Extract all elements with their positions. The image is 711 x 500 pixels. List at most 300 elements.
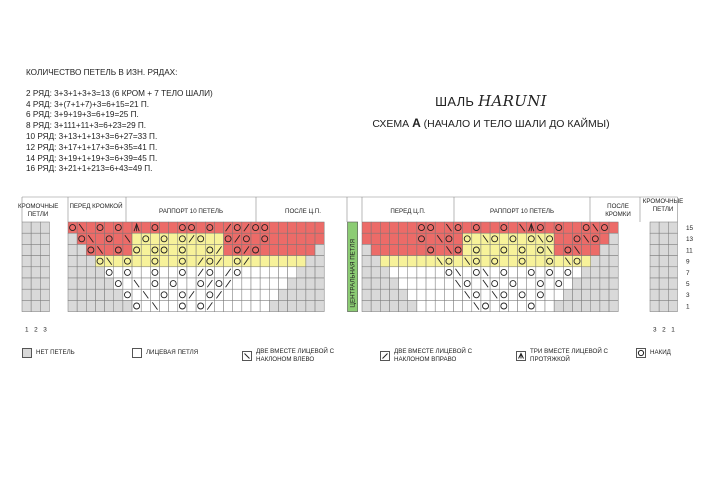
right-half-cell: [380, 233, 389, 244]
left-half-cell: [68, 289, 77, 300]
right-half-cell: [417, 267, 426, 278]
legend-item-k3tog: [516, 348, 626, 363]
right-half-cell: [600, 244, 609, 255]
edge-left-cell: [40, 278, 49, 289]
left-half-cell: [269, 300, 278, 311]
right-half-cell: [499, 256, 508, 267]
edge-left-cell: [40, 233, 49, 244]
right-half-cell: [472, 233, 481, 244]
right-half-cell: [545, 278, 554, 289]
edge-number-left: 2: [34, 326, 38, 334]
left-half-cell: [105, 289, 114, 300]
row-count-line: 6 РЯД: 3+9+19+3=6+19=25 П.: [26, 110, 139, 120]
label-repeat-right: РАППОРТ 10 ПЕТЕЛЬ: [489, 208, 555, 215]
right-half-cell: [563, 289, 572, 300]
right-half-cell: [408, 289, 417, 300]
right-half-cell: [609, 278, 618, 289]
left-half-cell: [141, 244, 150, 255]
left-half-cell: [306, 300, 315, 311]
edge-right-cell: [659, 244, 668, 255]
edge-right-cell: [659, 289, 668, 300]
left-half-cell: [196, 222, 205, 233]
left-half-cell: [105, 300, 114, 311]
right-half-cell: [454, 289, 463, 300]
left-half-cell: [196, 244, 205, 255]
left-half-cell: [278, 278, 287, 289]
edge-right-cell: [668, 233, 677, 244]
row-number: 5: [686, 281, 690, 288]
left-half-cell: [160, 300, 169, 311]
left-half-cell: [288, 267, 297, 278]
legend-item-k2tog-right: [380, 348, 498, 363]
left-half-cell: [141, 267, 150, 278]
left-half-cell: [297, 267, 306, 278]
right-half-cell: [435, 267, 444, 278]
left-half-cell: [114, 256, 123, 267]
left-half-cell: [306, 267, 315, 278]
right-half-cell: [362, 278, 371, 289]
left-half-cell: [132, 256, 141, 267]
left-half-cell: [160, 267, 169, 278]
left-half-cell: [297, 233, 306, 244]
left-half-cell: [278, 289, 287, 300]
right-half-cell: [508, 289, 517, 300]
edge-left-cell: [31, 244, 40, 255]
left-half-cell: [141, 256, 150, 267]
right-half-cell: [362, 222, 371, 233]
edge-left-cell: [31, 300, 40, 311]
right-half-cell: [399, 233, 408, 244]
left-half-cell: [105, 278, 114, 289]
left-half-cell: [269, 256, 278, 267]
center-stitch-label: ЦЕНТРАЛЬНАЯ ПЕТЛЯ: [349, 239, 357, 308]
edge-left-cell: [22, 300, 31, 311]
left-half-cell: [105, 244, 114, 255]
right-half-cell: [408, 222, 417, 233]
row-count-line: 10 РЯД: 3+13+1+13+3=6+27=33 П.: [26, 131, 158, 141]
left-half-cell: [105, 222, 114, 233]
row-number: 13: [686, 236, 694, 244]
edge-left-cell: [22, 267, 31, 278]
right-half-cell: [454, 233, 463, 244]
right-half-cell: [426, 233, 435, 244]
left-half-cell: [150, 233, 159, 244]
edge-left-cell: [22, 256, 31, 267]
label-after-center: ПОСЛЕ Ц.П.: [285, 208, 321, 215]
right-half-cell: [563, 222, 572, 233]
left-half-cell: [214, 233, 223, 244]
left-half-cell: [123, 244, 132, 255]
left-half-cell: [233, 300, 242, 311]
row-number: 9: [686, 258, 690, 266]
left-half-cell: [187, 267, 196, 278]
right-half-cell: [399, 278, 408, 289]
left-half-cell: [114, 233, 123, 244]
row-number: 7: [686, 269, 690, 277]
right-half-cell: [481, 256, 490, 267]
edge-right-cell: [668, 278, 677, 289]
left-half-cell: [169, 256, 178, 267]
right-half-cell: [591, 244, 600, 255]
legend-label: ДВЕ ВМЕСТЕ ЛИЦЕВОЙ С НАКЛОНОМ ВПРАВО: [394, 348, 473, 363]
left-half-cell: [214, 222, 223, 233]
left-half-cell: [86, 222, 95, 233]
right-half-cell: [472, 278, 481, 289]
right-half-cell: [554, 289, 563, 300]
right-half-cell: [454, 256, 463, 267]
left-half-cell: [233, 289, 242, 300]
right-half-cell: [545, 289, 554, 300]
left-half-cell: [95, 267, 104, 278]
scheme-prefix: СХЕМА: [372, 118, 413, 130]
left-half-cell: [315, 222, 324, 233]
right-half-cell: [527, 289, 536, 300]
left-half-cell: [260, 267, 269, 278]
left-half-cell: [77, 278, 86, 289]
right-half-cell: [362, 244, 371, 255]
right-half-cell: [417, 300, 426, 311]
right-half-cell: [408, 256, 417, 267]
right-half-cell: [362, 289, 371, 300]
right-half-cell: [417, 256, 426, 267]
left-half-cell: [77, 267, 86, 278]
edge-left-cell: [40, 289, 49, 300]
left-half-cell: [297, 222, 306, 233]
row-counts-heading: КОЛИЧЕСТВО ПЕТЕЛЬ В ИЗН. РЯДАХ:: [26, 68, 178, 77]
left-half-cell: [224, 244, 233, 255]
legend: [22, 348, 692, 372]
right-half-cell: [380, 267, 389, 278]
legend-label: ДВЕ ВМЕСТЕ ЛИЦЕВОЙ С НАКЛОНОМ ВЛЕВО: [256, 348, 335, 363]
right-half-cell: [518, 278, 527, 289]
edge-right-cell: [659, 222, 668, 233]
right-half-cell: [600, 300, 609, 311]
left-half-cell: [160, 256, 169, 267]
left-half-cell: [297, 244, 306, 255]
edge-right-cell: [659, 267, 668, 278]
left-half-cell: [178, 278, 187, 289]
left-half-cell: [278, 233, 287, 244]
left-half-cell: [251, 256, 260, 267]
left-half-cell: [260, 289, 269, 300]
right-half-cell: [380, 222, 389, 233]
right-half-cell: [518, 300, 527, 311]
left-half-cell: [187, 300, 196, 311]
scheme-letter: А: [412, 116, 421, 130]
left-half-cell: [306, 222, 315, 233]
edge-left-cell: [22, 233, 31, 244]
legend-label: ЛИЦЕВАЯ ПЕТЛЯ: [146, 349, 199, 357]
right-half-cell: [572, 278, 581, 289]
left-half-cell: [68, 244, 77, 255]
right-half-cell: [435, 244, 444, 255]
right-half-cell: [389, 244, 398, 255]
row-number: 11: [686, 247, 693, 255]
right-half-cell: [417, 289, 426, 300]
right-half-cell: [389, 222, 398, 233]
right-half-cell: [545, 300, 554, 311]
right-half-cell: [527, 278, 536, 289]
left-half-cell: [77, 289, 86, 300]
right-half-cell: [527, 256, 536, 267]
right-half-cell: [399, 244, 408, 255]
left-half-cell: [114, 289, 123, 300]
edge-right-cell: [650, 267, 659, 278]
right-half-cell: [490, 267, 499, 278]
left-half-cell: [251, 300, 260, 311]
right-half-cell: [463, 222, 472, 233]
right-half-cell: [582, 256, 591, 267]
right-half-cell: [600, 278, 609, 289]
right-half-cell: [417, 244, 426, 255]
edge-left-cell: [31, 289, 40, 300]
right-half-cell: [609, 233, 618, 244]
right-half-cell: [399, 256, 408, 267]
left-half-cell: [242, 267, 251, 278]
legend-item-no-stitch: [22, 348, 75, 358]
left-half-cell: [132, 267, 141, 278]
left-half-cell: [169, 222, 178, 233]
left-half-cell: [315, 289, 324, 300]
left-half-cell: [315, 300, 324, 311]
right-half-cell: [426, 278, 435, 289]
right-half-cell: [554, 300, 563, 311]
right-half-cell: [591, 289, 600, 300]
label-after-edge: ПОСЛЕ КРОМКИ: [605, 203, 631, 218]
right-half-cell: [389, 267, 398, 278]
left-half-cell: [86, 256, 95, 267]
edge-right-cell: [668, 267, 677, 278]
right-half-cell: [426, 300, 435, 311]
right-half-cell: [600, 256, 609, 267]
right-half-cell: [463, 244, 472, 255]
right-half-cell: [389, 278, 398, 289]
right-half-cell: [490, 300, 499, 311]
left-half-cell: [288, 222, 297, 233]
left-half-cell: [214, 300, 223, 311]
right-half-cell: [582, 278, 591, 289]
edge-right-cell: [650, 300, 659, 311]
right-half-cell: [389, 256, 398, 267]
right-half-cell: [481, 289, 490, 300]
edge-left-cell: [22, 278, 31, 289]
right-half-cell: [609, 222, 618, 233]
row-count-line: 14 РЯД: 3+19+1+19+3=6+39=45 П.: [26, 153, 158, 163]
edge-right-cell: [650, 233, 659, 244]
left-half-cell: [306, 289, 315, 300]
legend-label: НАКИД: [650, 349, 671, 357]
left-half-cell: [150, 289, 159, 300]
left-half-cell: [224, 289, 233, 300]
row-number: 15: [686, 225, 694, 232]
right-half-cell: [417, 278, 426, 289]
right-half-cell: [380, 244, 389, 255]
left-half-cell: [132, 289, 141, 300]
right-half-cell: [499, 278, 508, 289]
right-half-cell: [389, 233, 398, 244]
left-half-cell: [95, 233, 104, 244]
left-half-cell: [269, 278, 278, 289]
left-half-cell: [114, 300, 123, 311]
title-prefix: ШАЛЬ: [435, 94, 479, 109]
left-half-cell: [187, 244, 196, 255]
left-half-cell: [260, 256, 269, 267]
left-half-cell: [315, 256, 324, 267]
right-half-cell: [435, 289, 444, 300]
left-half-cell: [169, 267, 178, 278]
right-half-cell: [380, 256, 389, 267]
right-half-cell: [444, 300, 453, 311]
right-half-cell: [609, 289, 618, 300]
right-half-cell: [426, 256, 435, 267]
edge-left-cell: [31, 233, 40, 244]
right-half-cell: [591, 267, 600, 278]
right-half-cell: [572, 289, 581, 300]
right-half-cell: [362, 256, 371, 267]
left-half-cell: [269, 267, 278, 278]
right-half-cell: [380, 300, 389, 311]
legend-label: НЕТ ПЕТЕЛЬ: [36, 349, 75, 357]
left-half-cell: [251, 278, 260, 289]
left-half-cell: [187, 278, 196, 289]
left-half-cell: [95, 300, 104, 311]
label-edge-right: КРОМОЧНЫЕ ПЕТЛИ: [642, 198, 684, 213]
left-half-cell: [224, 300, 233, 311]
left-half-cell: [196, 289, 205, 300]
no-stitch-swatch: [22, 348, 32, 358]
k2tog-left-icon: [242, 351, 252, 361]
right-half-cell: [609, 300, 618, 311]
scheme-description: (НАЧАЛО И ТЕЛО ШАЛИ ДО КАЙМЫ): [420, 118, 610, 130]
right-half-cell: [362, 300, 371, 311]
left-half-cell: [315, 233, 324, 244]
right-half-cell: [444, 289, 453, 300]
left-half-cell: [95, 278, 104, 289]
edge-left-cell: [40, 244, 49, 255]
right-half-cell: [435, 222, 444, 233]
left-half-cell: [278, 267, 287, 278]
right-half-cell: [362, 233, 371, 244]
right-half-cell: [609, 267, 618, 278]
right-half-cell: [591, 256, 600, 267]
left-half-cell: [278, 300, 287, 311]
edge-number-right: 3: [653, 326, 657, 334]
right-half-cell: [444, 278, 453, 289]
left-half-cell: [242, 278, 251, 289]
right-half-cell: [389, 300, 398, 311]
label-before-edge: ПЕРЕД КРОМКОЙ: [69, 203, 123, 210]
legend-item-k2tog-left: [242, 348, 360, 363]
right-half-cell: [408, 300, 417, 311]
right-half-cell: [563, 233, 572, 244]
right-half-cell: [499, 233, 508, 244]
right-half-cell: [508, 244, 517, 255]
edge-left-cell: [22, 289, 31, 300]
left-half-cell: [141, 278, 150, 289]
left-half-cell: [77, 244, 86, 255]
right-half-cell: [435, 300, 444, 311]
left-half-cell: [315, 267, 324, 278]
left-half-cell: [278, 256, 287, 267]
right-half-cell: [600, 233, 609, 244]
right-half-cell: [518, 233, 527, 244]
right-half-cell: [435, 278, 444, 289]
right-half-cell: [609, 256, 618, 267]
yarn-over-icon: [636, 348, 646, 358]
edge-right-cell: [659, 300, 668, 311]
right-half-cell: [582, 267, 591, 278]
left-half-cell: [288, 300, 297, 311]
edge-left-cell: [31, 222, 40, 233]
edge-left-cell: [31, 278, 40, 289]
left-half-cell: [214, 267, 223, 278]
right-half-cell: [380, 278, 389, 289]
left-half-cell: [169, 244, 178, 255]
right-half-cell: [371, 267, 380, 278]
right-half-cell: [600, 267, 609, 278]
edge-right-cell: [650, 278, 659, 289]
right-half-cell: [554, 267, 563, 278]
right-half-cell: [536, 300, 545, 311]
left-half-cell: [269, 233, 278, 244]
left-half-cell: [86, 289, 95, 300]
left-half-cell: [95, 289, 104, 300]
left-half-cell: [160, 278, 169, 289]
left-half-cell: [224, 256, 233, 267]
left-half-cell: [123, 278, 132, 289]
row-number: 3: [686, 292, 690, 300]
left-half-cell: [260, 300, 269, 311]
legend-item-knit: [132, 348, 198, 358]
left-half-cell: [251, 289, 260, 300]
right-half-cell: [481, 222, 490, 233]
right-half-cell: [591, 278, 600, 289]
left-half-cell: [297, 300, 306, 311]
left-half-cell: [288, 233, 297, 244]
right-half-cell: [536, 256, 545, 267]
left-half-cell: [297, 256, 306, 267]
edge-right-cell: [668, 244, 677, 255]
right-half-cell: [490, 244, 499, 255]
left-half-cell: [315, 278, 324, 289]
left-half-cell: [315, 244, 324, 255]
edge-right-cell: [668, 256, 677, 267]
right-half-cell: [380, 289, 389, 300]
left-half-cell: [86, 300, 95, 311]
legend-item-yo: [636, 348, 671, 358]
left-half-cell: [306, 244, 315, 255]
edge-left-cell: [31, 256, 40, 267]
left-half-cell: [77, 256, 86, 267]
edge-number-right: 2: [662, 326, 666, 334]
left-half-cell: [77, 300, 86, 311]
edge-left-cell: [22, 244, 31, 255]
left-half-cell: [306, 278, 315, 289]
right-half-cell: [408, 233, 417, 244]
left-half-cell: [242, 289, 251, 300]
left-half-cell: [160, 222, 169, 233]
k3tog-icon: [516, 351, 526, 361]
right-half-cell: [399, 300, 408, 311]
edge-right-cell: [659, 233, 668, 244]
left-half-cell: [169, 300, 178, 311]
right-half-cell: [600, 289, 609, 300]
left-half-cell: [123, 222, 132, 233]
left-half-cell: [288, 278, 297, 289]
right-half-cell: [371, 244, 380, 255]
left-half-cell: [288, 256, 297, 267]
left-half-cell: [141, 222, 150, 233]
